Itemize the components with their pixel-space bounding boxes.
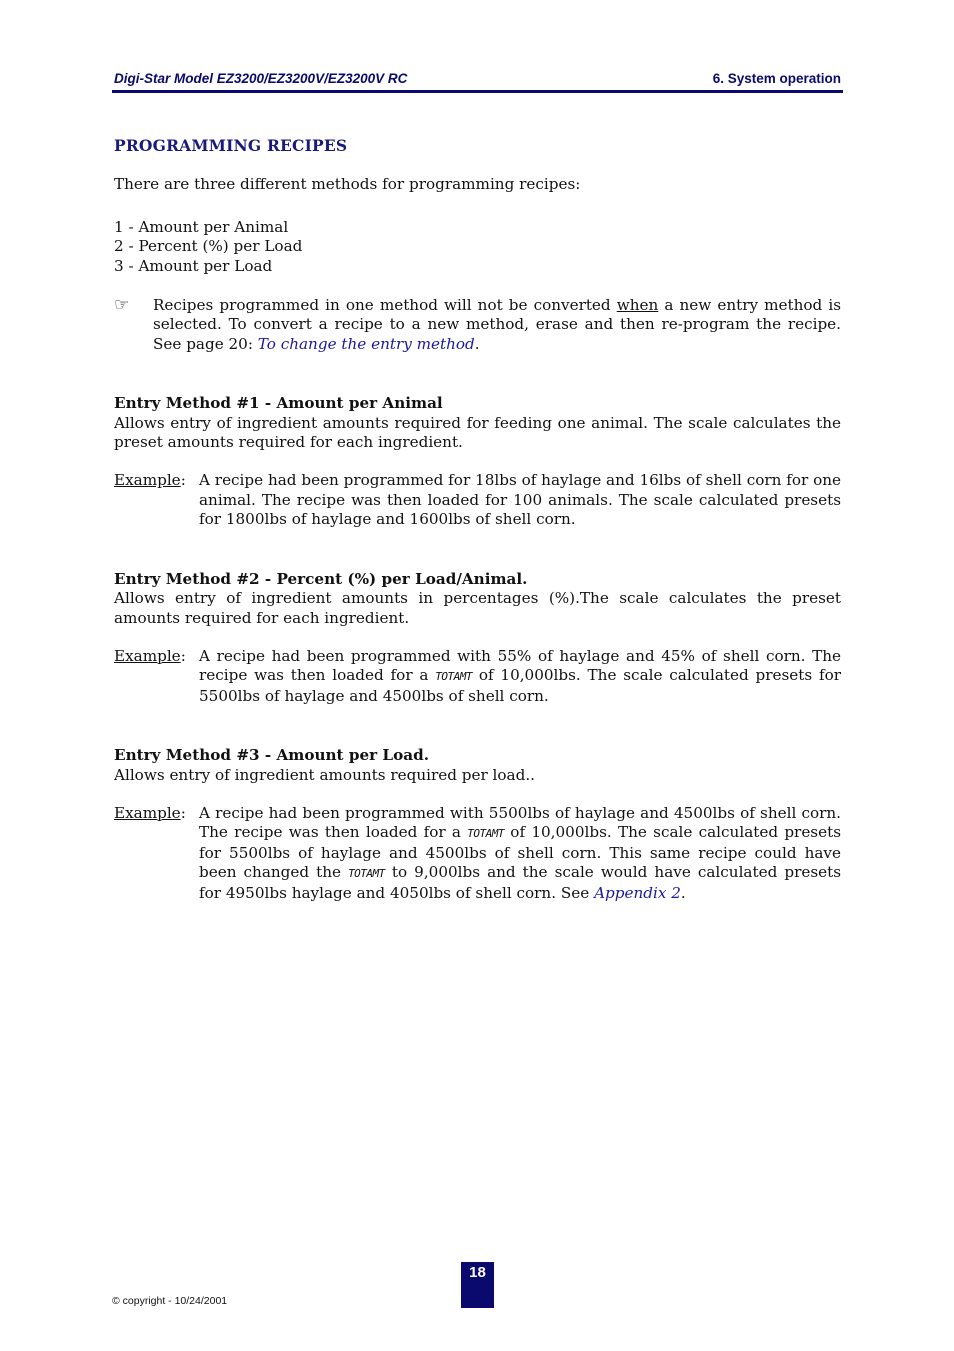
entry2-example: Example: A recipe had been programmed with 55% of haylage and 45% of shell corn. The recipe was then loaded for a TOTAMT of 10,000lbs. The scale calculated presets for 5500lbs of haylage and 4500lbs of shell corn.	[114, 646, 842, 705]
copyright-text: © copyright - 10/24/2001	[112, 1295, 228, 1307]
example-label: Example	[114, 803, 181, 822]
lcd-totamt: TOTAMT	[348, 867, 385, 881]
entry1-heading: Entry Method #1 - Amount per Animal	[114, 394, 443, 413]
note-block	[114, 296, 841, 354]
pointing-hand-icon: ☞	[114, 295, 130, 316]
example-label: Example	[114, 646, 181, 665]
entry1-example: Example: A recipe had been programmed for 18lbs of haylage and 16lbs of shell corn for one animal. The recipe was then loaded for 100 animals. The scale calculated presets for 1800lbs of haylage and 1600lbs of shell corn.	[114, 471, 841, 529]
intro-text: There are three different methods for programming recipes:	[114, 175, 581, 194]
entry2-heading: Entry Method #2 - Percent (%) per Load/Animal.	[114, 569, 528, 588]
header-chapter: 6. System operation	[712, 71, 841, 86]
method-list-item: 1 - Amount per Animal	[114, 217, 289, 236]
entry2-body: Allows entry of ingredient amounts in percentages (%).The scale calculates the preset amounts required for each ingredient.	[114, 589, 841, 627]
entry1-example-text: A recipe had been programmed for 18lbs of haylage and 16lbs of shell corn for one animal. The recipe was then loaded for 100 animals. The scale calculated presets for 1800lbs of haylage and 1600lbs of shell corn.	[199, 471, 841, 529]
method-list-item: 3 - Amount per Load	[114, 256, 273, 275]
entry3-heading: Entry Method #3 - Amount per Load.	[114, 746, 429, 765]
lcd-totamt: TOTAMT	[467, 827, 505, 841]
page-number: 18	[461, 1262, 494, 1308]
lcd-totamt: TOTAMT	[435, 670, 473, 684]
entry3-example-text: A recipe had been programmed with 5500lbs of haylage and 4500lbs of shell corn. The recipe was then loaded for a TOTAMT of 10,000lbs. The scale calculated presets for 5500lbs of haylage and 4500lbs of shell corn. This same recipe could have been changed the TOTAMT to 9,000lbs and the scale would have calculated presets for 4950lbs haylage and 4050lbs of shell corn. See Appendix 2.	[199, 803, 841, 902]
page-header	[112, 70, 843, 93]
method-list-item: 2 - Percent (%) per Load	[114, 237, 303, 256]
link-change-entry-method[interactable]: To change the entry method	[257, 334, 475, 353]
header-title: Digi-Star Model EZ3200/EZ3200V/EZ3200V RC	[114, 71, 408, 86]
note-text: Recipes programmed in one method will not be converted when a new entry method is selected. To convert a recipe to a new method, erase and then re-program the recipe. See page 20: To change the entry method.	[153, 296, 841, 353]
entry3-example: Example: A recipe had been programmed with 5500lbs of haylage and 4500lbs of shell corn. The recipe was then loaded for a TOTAMT of 10,000lbs. The scale calculated presets for 5500lbs of haylage and 4500lbs of shell corn. This same recipe could have been changed the TOTAMT to 9,000lbs and the scale would have calculated presets for 4950lbs haylage and 4050lbs of shell corn. See Appendix 2.	[114, 803, 841, 902]
section-title: PROGRAMMING RECIPES	[114, 136, 348, 155]
entry1-body: Allows entry of ingredient amounts required for feeding one animal. The scale calculates the preset amounts required for each ingredient.	[114, 413, 841, 452]
entry2-example-text: A recipe had been programmed with 55% of haylage and 45% of shell corn. The recipe was then loaded for a TOTAMT of 10,000lbs. The scale calculated presets for 5500lbs of haylage and 4500lbs of shell corn.	[199, 646, 842, 705]
example-label: Example	[114, 471, 181, 490]
note-underlined-word: when	[616, 296, 659, 315]
entry3-body: Allows entry of ingredient amounts required per load..	[114, 765, 535, 784]
link-appendix-2[interactable]: Appendix 2	[594, 883, 681, 902]
page-content	[114, 136, 841, 903]
